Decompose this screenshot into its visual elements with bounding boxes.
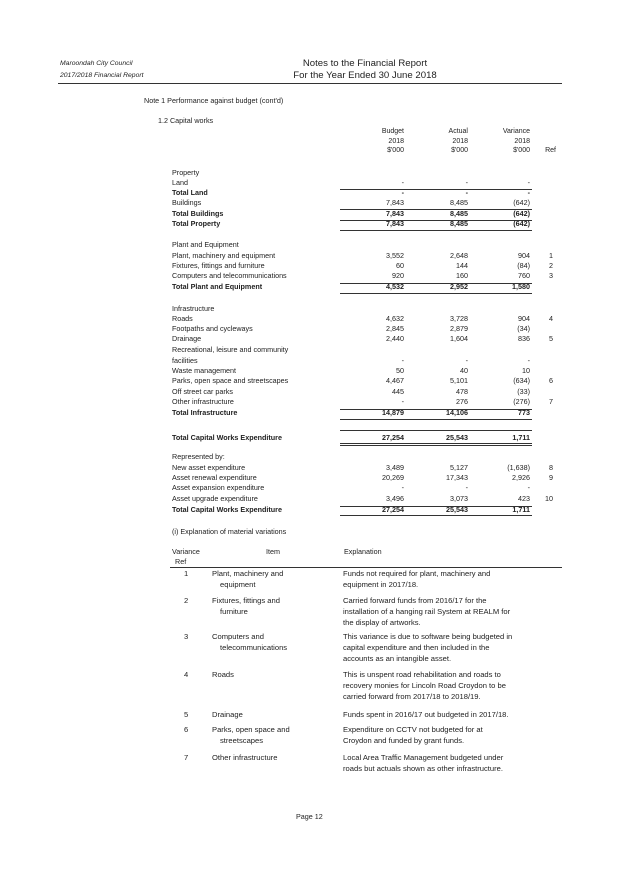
actual-value: 8,485	[450, 198, 468, 207]
budget-value: -	[401, 355, 404, 365]
explanation-text	[343, 724, 565, 746]
row-label: Parks, open space and streetscapes	[172, 376, 289, 386]
variance-value: 836	[518, 334, 530, 344]
budget-value: -	[401, 177, 404, 187]
total-rule	[471, 515, 532, 516]
budget-value: 50	[396, 366, 404, 375]
explanation-ref: 3	[184, 632, 189, 641]
explanation-text	[343, 709, 565, 720]
ref-value: 5	[549, 334, 553, 344]
explanation-text-line: the display of artworks.	[343, 618, 421, 627]
explanation-item-line: Other infrastructure	[212, 753, 278, 762]
col-ref-header: Ref	[545, 147, 556, 155]
variance-value: -	[527, 177, 530, 187]
row-label: Total Plant and Equipment	[172, 282, 263, 291]
explanation-item	[212, 631, 287, 653]
actual-value: 5,101	[450, 376, 468, 386]
explanation-text-line: This is unspent road rehabilitation and roads to	[343, 670, 501, 679]
explanation-item-line: Parks, open space and	[212, 725, 290, 734]
budget-value: 27,254	[382, 504, 404, 514]
variance-value: 1,580	[512, 282, 530, 291]
explanation-text	[343, 595, 565, 628]
explanation-item	[212, 752, 277, 763]
section-label: Infrastructure	[172, 303, 215, 313]
total-rule	[471, 293, 532, 294]
total-rule	[406, 430, 472, 431]
section-heading: 1.2 Capital works	[158, 116, 214, 125]
explanation-item	[212, 709, 243, 720]
exp-col-explanation: Explanation	[344, 547, 382, 556]
explanation-ref: 5	[184, 710, 189, 719]
exp-col-variance: Variance	[172, 547, 200, 556]
budget-value: 445	[392, 386, 404, 396]
actual-value: 5,127	[450, 462, 468, 472]
budget-value: 4,532	[386, 282, 404, 291]
ref-value: 3	[549, 271, 553, 281]
ref-value: 7	[549, 397, 553, 407]
budget-value: 3,552	[386, 250, 404, 260]
variance-value: (276)	[513, 397, 530, 407]
explanation-item-line: Computers and	[212, 632, 264, 641]
variance-value: (642)	[513, 208, 530, 218]
row-label: Asset upgrade expenditure	[172, 493, 258, 503]
ref-value: 4	[549, 313, 553, 323]
total-rule	[406, 443, 472, 444]
variance-value: (33)	[517, 386, 530, 396]
explanation-text	[343, 568, 565, 590]
explanation-text-line: Croydon and funded by grant funds.	[343, 736, 465, 745]
total-rule	[471, 430, 532, 431]
total-rule	[340, 515, 408, 516]
variance-value: (84)	[517, 260, 530, 270]
budget-value: -	[401, 397, 404, 407]
variance-value: (642)	[513, 198, 530, 207]
row-label: Roads	[172, 313, 193, 323]
total-rule	[340, 443, 408, 444]
variance-value: 2,926	[512, 472, 530, 482]
col-variance-header: Variance 2018 $'000	[502, 128, 530, 155]
section-label: Plant and Equipment	[172, 240, 239, 249]
section-label: Property	[172, 167, 200, 177]
explanation-text-line: carried forward from 2017/18 to 2018/19.	[343, 692, 481, 701]
explanation-text-line: This variance is due to software being budgeted in	[343, 632, 513, 641]
row-label: Asset renewal expenditure	[172, 472, 257, 482]
row-label: Footpaths and cycleways	[172, 323, 253, 333]
col-budget-header: Budget 2018 $'000	[381, 128, 404, 155]
header-org: Maroondah City Council	[60, 60, 133, 67]
row-label: Land	[172, 177, 188, 187]
row-label: Fixtures, fittings and furniture	[172, 260, 265, 270]
variance-value: 904	[518, 250, 530, 260]
explanation-text	[343, 631, 565, 664]
budget-value: 27,254	[382, 432, 404, 442]
explanation-ref: 1	[184, 569, 189, 578]
row-label: Other infrastructure	[172, 397, 234, 407]
exp-col-ref: Ref	[175, 557, 187, 566]
actual-value: 8,485	[450, 219, 468, 228]
variance-value: (1,638)	[507, 462, 530, 472]
ref-value: 8	[549, 462, 553, 472]
explanation-item-line: furniture	[220, 607, 248, 616]
actual-value: 3,728	[450, 313, 468, 323]
actual-value: -	[465, 188, 468, 197]
explanation-text-line: Funds spent in 2016/17 out budgeted in 2017/18.	[343, 710, 509, 719]
exp-col-item: Item	[266, 547, 280, 556]
explanation-item-line: Roads	[212, 670, 234, 679]
variance-value: (634)	[513, 376, 530, 386]
variance-value: (642)	[513, 219, 530, 228]
row-label: facilities	[172, 355, 198, 365]
variance-value: 904	[518, 313, 530, 323]
budget-value: 920	[392, 271, 404, 281]
budget-value: 3,489	[386, 462, 404, 472]
explanation-item	[212, 568, 283, 590]
ref-value: 2	[549, 260, 553, 270]
actual-value: 17,343	[446, 472, 468, 482]
total-rule	[471, 445, 532, 446]
total-rule	[471, 419, 532, 420]
explanation-text-line: installation of a hanging rail System at REALM for	[343, 607, 511, 616]
variance-value: 423	[518, 493, 530, 503]
actual-value: 14,106	[446, 408, 468, 417]
explanation-text	[343, 669, 565, 702]
explanation-item-line: telecommunications	[220, 643, 288, 652]
row-label: Plant, machinery and equipment	[172, 250, 276, 260]
budget-value: -	[401, 188, 404, 197]
total-rule	[406, 445, 472, 446]
actual-value: 2,952	[450, 282, 468, 291]
actual-value: -	[465, 483, 468, 493]
row-label: Drainage	[172, 334, 202, 344]
budget-value: 3,496	[386, 493, 404, 503]
explanation-ref: 6	[184, 725, 189, 734]
header-report: 2017/2018 Financial Report	[60, 72, 144, 79]
explanation-text-line: Funds not required for plant, machinery and	[343, 569, 491, 578]
budget-value: -	[401, 483, 404, 493]
variance-value: -	[527, 355, 530, 365]
total-rule	[406, 293, 472, 294]
total-rule	[340, 293, 408, 294]
row-label: Total Capital Works Expenditure	[172, 432, 282, 442]
explanation-item-line: Plant, machinery and	[212, 569, 284, 578]
budget-value: 2,440	[386, 334, 404, 344]
row-label: Total Capital Works Expenditure	[172, 504, 282, 514]
budget-value: 7,843	[386, 208, 404, 218]
actual-value: 25,543	[446, 432, 468, 442]
total-rule	[406, 515, 472, 516]
variance-value: 1,711	[512, 432, 530, 442]
variance-value: -	[527, 483, 530, 493]
total-rule	[340, 419, 408, 420]
actual-value: 25,543	[446, 504, 468, 514]
explanation-text-line: Local Area Traffic Management budgeted under	[343, 753, 504, 762]
explanation-heading: (i) Explanation of material variations	[172, 527, 287, 536]
total-rule	[340, 430, 408, 431]
budget-value: 7,843	[386, 219, 404, 228]
explanation-ref: 7	[184, 753, 189, 762]
budget-value: 7,843	[386, 198, 404, 207]
actual-value: 40	[460, 366, 468, 375]
explanation-text-line: Expenditure on CCTV not budgeted for at	[343, 725, 483, 734]
actual-value: 2,879	[450, 323, 468, 333]
row-label: Total Land	[172, 188, 208, 197]
budget-value: 14,879	[382, 408, 404, 417]
variance-value: 10	[522, 366, 530, 375]
explanation-item	[212, 724, 290, 746]
ref-value: 1	[549, 250, 553, 260]
row-label: Computers and telecommunications	[172, 271, 287, 281]
total-rule	[406, 230, 472, 231]
explanation-item-line: Drainage	[212, 710, 243, 719]
col-actual-header: Actual 2018 $'000	[448, 128, 468, 155]
budget-value: 4,467	[386, 376, 404, 386]
row-label: Off street car parks	[172, 386, 233, 396]
actual-value: -	[465, 177, 468, 187]
actual-value: 144	[456, 260, 468, 270]
explanation-item-line: Fixtures, fittings and	[212, 596, 280, 605]
variance-value: -	[527, 188, 530, 197]
ref-value: 9	[549, 472, 553, 482]
page-title: Notes to the Financial Report	[302, 58, 428, 69]
note-heading: Note 1 Performance against budget (cont'd)	[144, 96, 284, 105]
explanation-item-line: equipment	[220, 580, 256, 589]
total-rule	[471, 230, 532, 231]
explanation-item-line: streetscapes	[220, 736, 264, 745]
explanation-ref: 2	[184, 596, 189, 605]
explanation-ref: 4	[184, 670, 189, 679]
row-label: Total Property	[172, 219, 221, 228]
explanation-text-line: capital expenditure and then included in the	[343, 643, 490, 652]
variance-value: 760	[518, 271, 530, 281]
row-label: Buildings	[172, 198, 202, 207]
row-label: Recreational, leisure and community	[172, 345, 289, 354]
explanation-text-line: recovery monies for Lincoln Road Croydon to be	[343, 681, 506, 690]
row-label: Asset expansion expenditure	[172, 483, 265, 493]
page-number: Page 12	[296, 812, 323, 821]
total-rule	[471, 443, 532, 444]
header-rule	[58, 83, 562, 84]
budget-value: 2,845	[386, 323, 404, 333]
actual-value: 160	[456, 271, 468, 281]
explanation-item	[212, 595, 280, 617]
explanation-text-line: equipment in 2017/18.	[343, 580, 419, 589]
explanation-item	[212, 669, 234, 680]
row-label: Total Buildings	[172, 208, 224, 218]
total-rule	[340, 445, 408, 446]
variance-value: 773	[518, 408, 530, 417]
total-rule	[406, 419, 472, 420]
actual-value: 1,604	[450, 334, 468, 344]
row-label: Total Infrastructure	[172, 408, 238, 417]
actual-value: 478	[456, 386, 468, 396]
row-label: Waste management	[172, 366, 237, 375]
explanation-text	[343, 752, 565, 774]
budget-value: 60	[396, 260, 404, 270]
explanation-text-line: roads but actuals shown as other infrastructure.	[343, 764, 503, 773]
row-label: New asset expenditure	[172, 462, 246, 472]
budget-value: 4,632	[386, 313, 404, 323]
variance-value: (34)	[517, 323, 530, 333]
actual-value: 276	[456, 397, 468, 407]
actual-value: 8,485	[450, 208, 468, 218]
explanation-text-line: accounts as an intangible asset.	[343, 654, 452, 663]
explanation-text-line: Carried forward funds from 2016/17 for the	[343, 596, 487, 605]
total-rule	[340, 230, 408, 231]
ref-value: 10	[545, 493, 553, 503]
actual-value: 2,648	[450, 250, 468, 260]
page-subtitle: For the Year Ended 30 June 2018	[293, 70, 437, 81]
budget-value: 20,269	[382, 472, 404, 482]
ref-value: 6	[549, 376, 553, 386]
actual-value: 3,073	[450, 493, 468, 503]
section-label: Represented by:	[172, 452, 225, 461]
variance-value: 1,711	[512, 504, 530, 514]
actual-value: -	[465, 355, 468, 365]
